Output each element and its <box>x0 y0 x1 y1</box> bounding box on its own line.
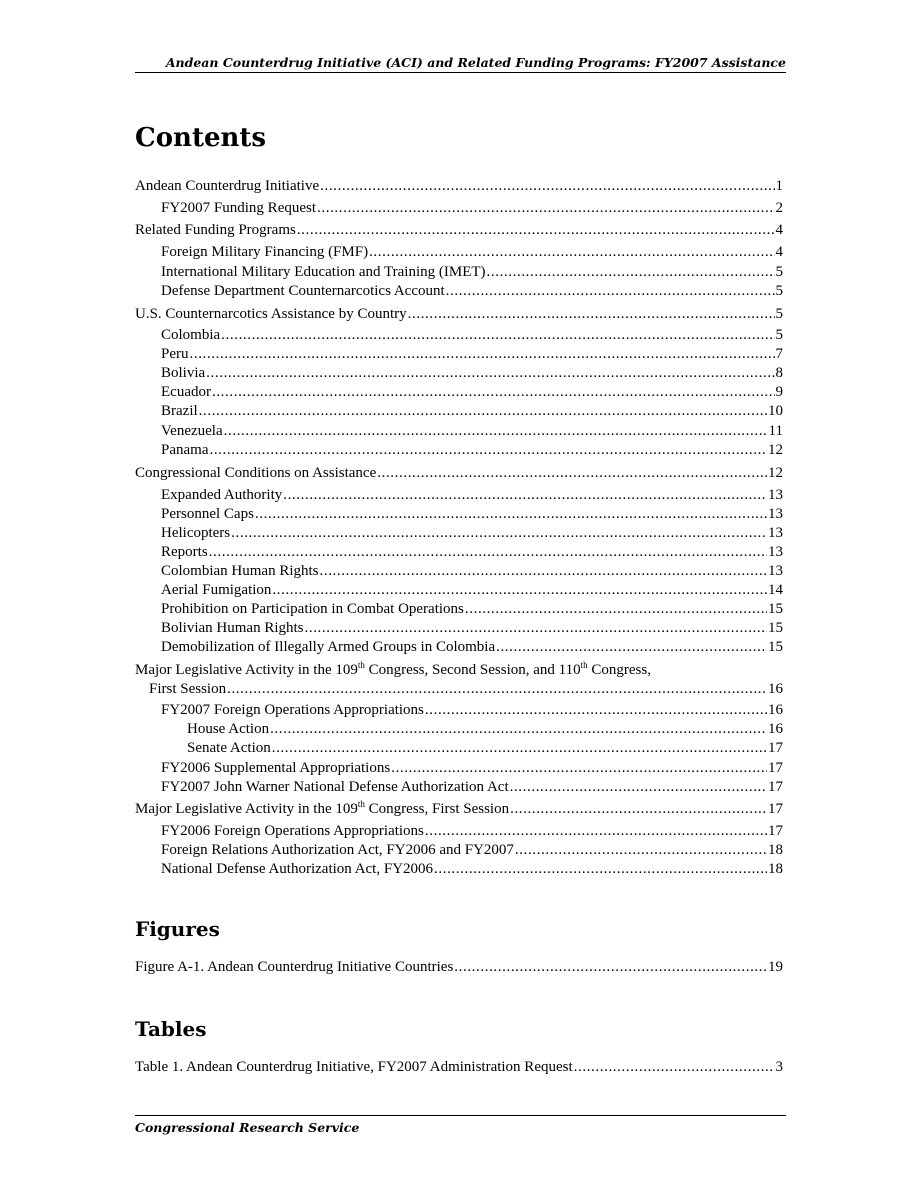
toc-entry-109th-second-session[interactable]: Major Legislative Activity in the 109th Congress, Second Session, and 110th Congress, <box>135 660 651 678</box>
toc-entry-assistance-by-country[interactable]: U.S. Counternarcotics Assistance by Country ..... 5 <box>135 305 783 324</box>
toc-entry-ecuador[interactable]: Ecuador ..... 9 <box>161 383 783 402</box>
toc-entry-helicopters[interactable]: Helicopters ..... 13 <box>161 524 783 543</box>
toc-entry-colombian-human-rights[interactable]: Colombian Human Rights ..... 13 <box>161 562 783 581</box>
toc-entry-aerial-fumigation[interactable]: Aerial Fumigation ..... 14 <box>161 581 783 600</box>
toc-entry-fy2006-foreign-ops[interactable]: FY2006 Foreign Operations Appropriations ..... 17 <box>161 822 783 841</box>
toc-entry-109th-first-session[interactable]: Major Legislative Activity in the 109th Congress, First Session ..... 17 <box>135 800 783 819</box>
contents-heading: Contents <box>135 123 267 153</box>
toc-entry-peru[interactable]: Peru ..... 7 <box>161 345 783 364</box>
toc-entry-colombia[interactable]: Colombia ..... 5 <box>161 326 783 345</box>
toc-entry-house-action[interactable]: House Action ..... 16 <box>187 720 783 739</box>
toc-entry-related-funding-programs[interactable]: Related Funding Programs ..... 4 <box>135 221 783 240</box>
toc-entry-fmf[interactable]: Foreign Military Financing (FMF) ..... 4 <box>161 243 783 262</box>
toc-entry-andean-counterdrug-initiative[interactable]: Andean Counterdrug Initiative ..... 1 <box>135 177 783 196</box>
footer: Congressional Research Service <box>135 1120 360 1135</box>
toc-entry-expanded-authority[interactable]: Expanded Authority ..... 13 <box>161 486 783 505</box>
toc-entry-senate-action[interactable]: Senate Action ..... 17 <box>187 739 783 758</box>
toc-entry-congressional-conditions[interactable]: Congressional Conditions on Assistance ..... 12 <box>135 464 783 483</box>
figures-heading: Figures <box>135 917 220 941</box>
toc-entry-fy2007-funding-request[interactable]: FY2007 Funding Request ..... 2 <box>161 199 783 218</box>
footer-rule <box>135 1115 786 1116</box>
header-rule <box>135 72 786 73</box>
toc-entry-panama[interactable]: Panama ..... 12 <box>161 441 783 460</box>
toc-entry-fy2006-supplemental[interactable]: FY2006 Supplemental Appropriations ..... 17 <box>161 759 783 778</box>
toc-entry-first-session[interactable]: First Session ..... 16 <box>149 680 783 699</box>
toc-entry-venezuela[interactable]: Venezuela ..... 11 <box>161 422 783 441</box>
toc-entry-bolivia[interactable]: Bolivia ..... 8 <box>161 364 783 383</box>
toc-entry-reports[interactable]: Reports ..... 13 <box>161 543 783 562</box>
tables-heading: Tables <box>135 1017 207 1041</box>
toc-entry-imet[interactable]: International Military Education and Training (IMET) ..... 5 <box>161 263 783 282</box>
toc-entry-john-warner-ndaa[interactable]: FY2007 John Warner National Defense Authorization Act ..... 17 <box>161 778 783 797</box>
toc-entry-combat-operations[interactable]: Prohibition on Participation in Combat Operations ..... 15 <box>161 600 783 619</box>
toc-entry-foreign-relations-authorization[interactable]: Foreign Relations Authorization Act, FY2006 and FY2007 ..... 18 <box>161 841 783 860</box>
running-header: Andean Counterdrug Initiative (ACI) and Related Funding Programs: FY2007 Assistance <box>165 55 786 70</box>
toc-entry-defense-counternarcotics-account[interactable]: Defense Department Counternarcotics Account ..... 5 <box>161 282 783 301</box>
toc-entry-fy2007-foreign-ops[interactable]: FY2007 Foreign Operations Appropriations ..... 16 <box>161 701 783 720</box>
toc-entry-personnel-caps[interactable]: Personnel Caps ..... 13 <box>161 505 783 524</box>
toc-entry-brazil[interactable]: Brazil ..... 10 <box>161 402 783 421</box>
toc-entry-ndaa-fy2006[interactable]: National Defense Authorization Act, FY2006 ..... 18 <box>161 860 783 879</box>
figure-entry-a1[interactable]: Figure A-1. Andean Counterdrug Initiative Countries ..... 19 <box>135 958 783 977</box>
table-entry-1[interactable]: Table 1. Andean Counterdrug Initiative, FY2007 Administration Request ..... 3 <box>135 1058 783 1077</box>
toc-entry-bolivian-human-rights[interactable]: Bolivian Human Rights ..... 15 <box>161 619 783 638</box>
toc-entry-demobilization[interactable]: Demobilization of Illegally Armed Groups in Colombia ..... 15 <box>161 638 783 657</box>
